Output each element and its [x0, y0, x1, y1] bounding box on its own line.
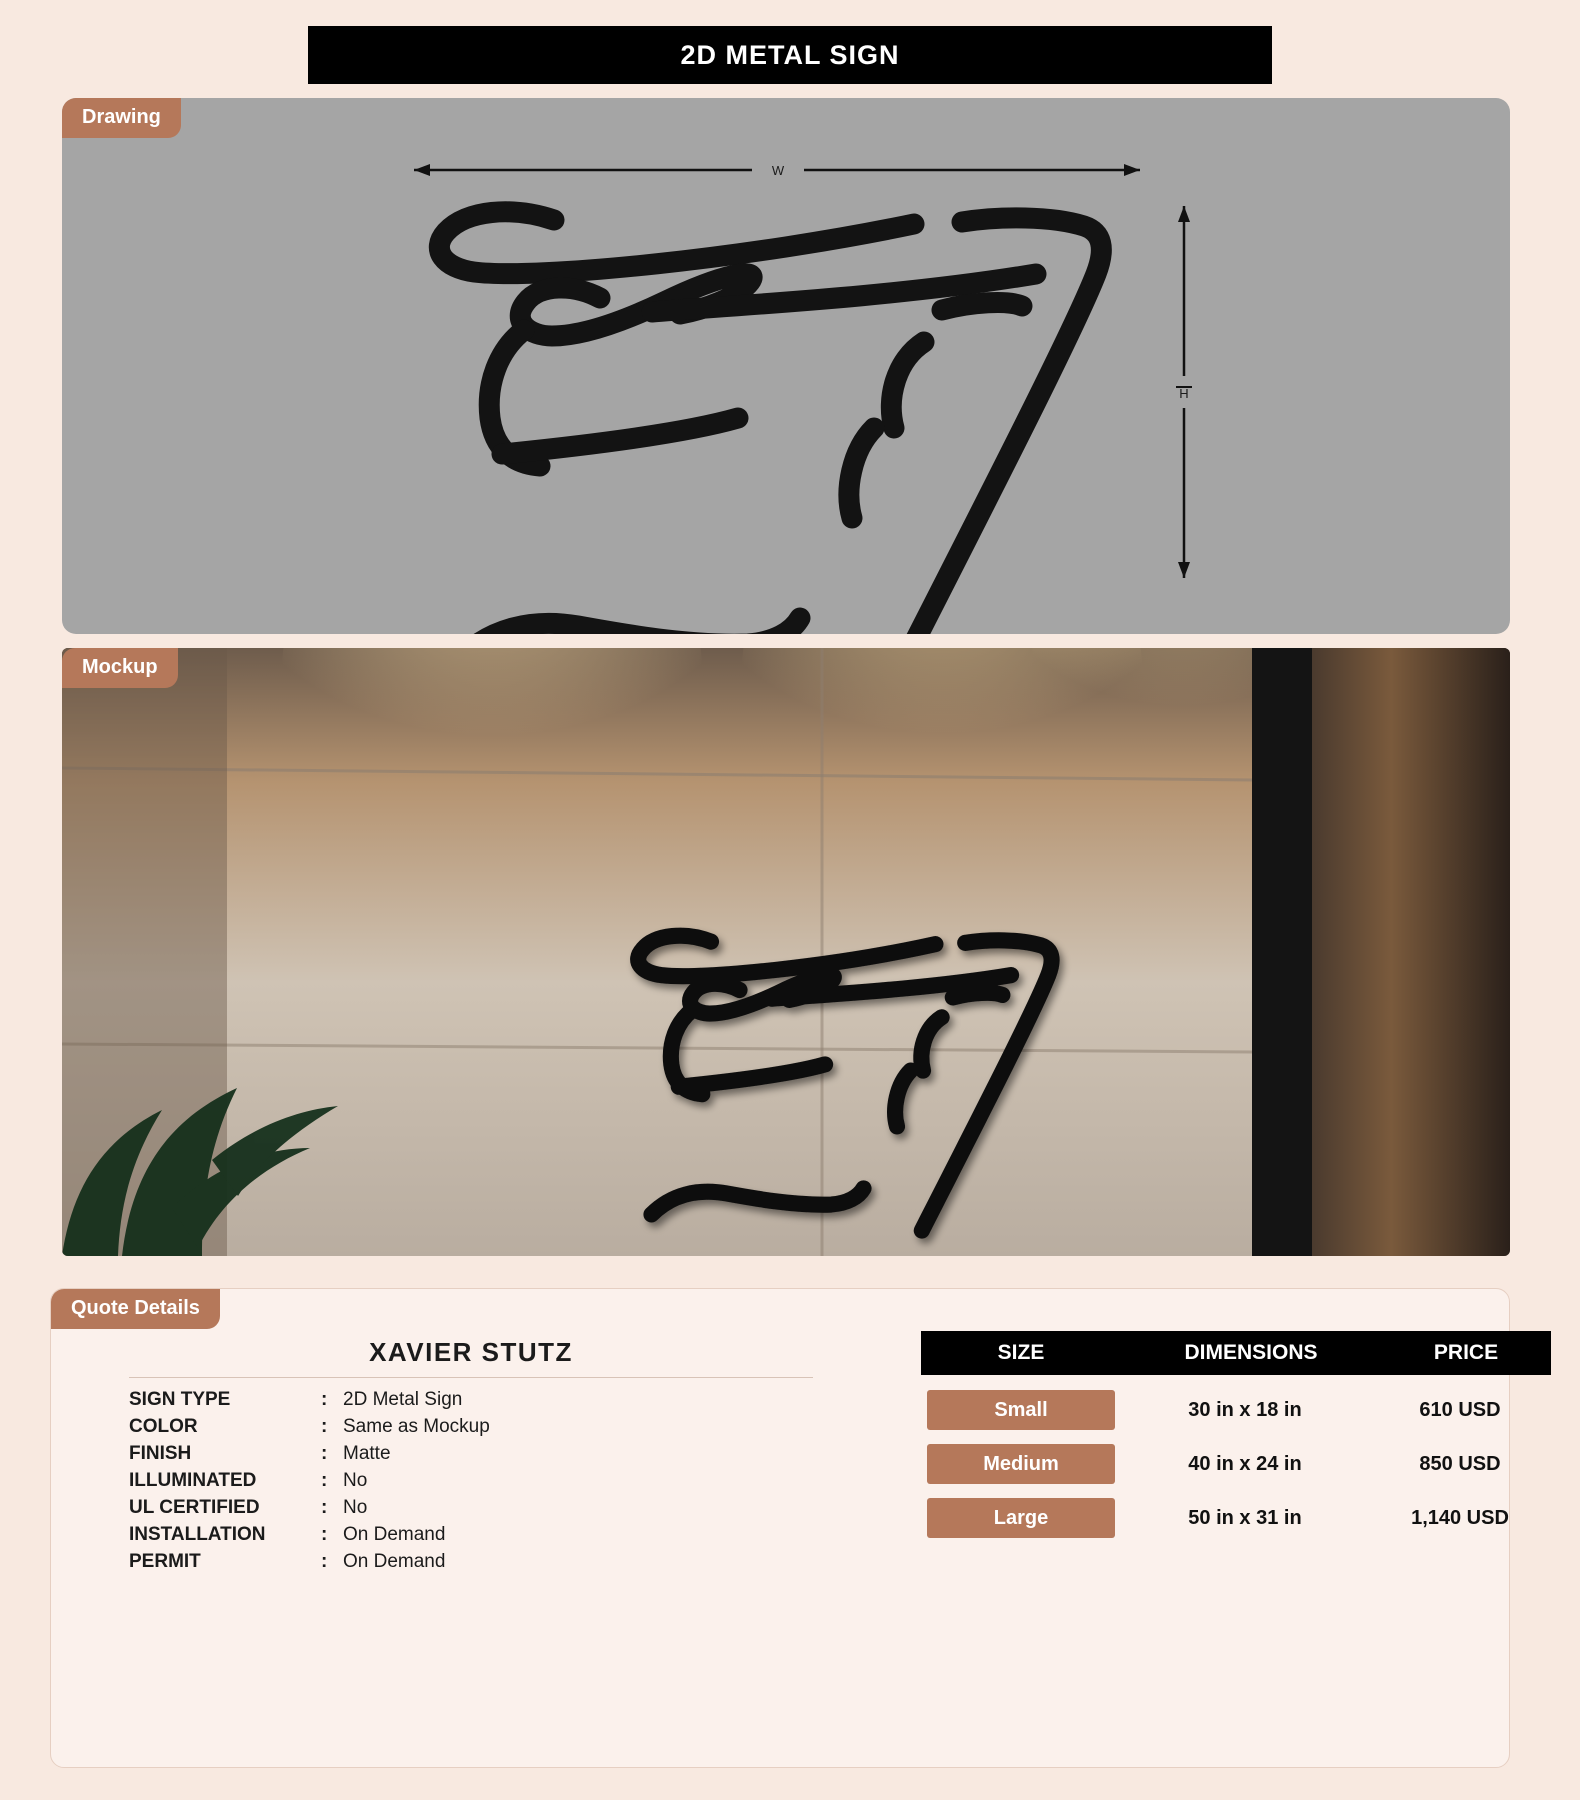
quote-details-tab: Quote Details [51, 1289, 220, 1329]
spec-value: On Demand [343, 1524, 446, 1545]
price-small: 610 USD [1419, 1398, 1501, 1421]
spec-separator: : [321, 1443, 328, 1464]
dimensions-medium: 40 in x 24 in [1188, 1452, 1302, 1475]
spec-label: SIGN TYPE [129, 1389, 231, 1410]
spec-value: Same as Mockup [343, 1416, 490, 1437]
spec-value: On Demand [343, 1551, 446, 1572]
spec-row-installation [129, 1524, 829, 1551]
price-large: 1,140 USD [1411, 1506, 1509, 1529]
spec-label: PERMIT [129, 1551, 201, 1572]
spec-row-color [129, 1416, 829, 1443]
spec-row-sign-type [129, 1389, 829, 1416]
size-badge-small: Small [927, 1390, 1115, 1430]
spec-separator: : [321, 1389, 328, 1410]
price-table [921, 1331, 1551, 1545]
spec-label: ILLUMINATED [129, 1470, 257, 1491]
spec-row-ul-certified [129, 1497, 829, 1524]
client-name: XAVIER STUTZ [369, 1337, 573, 1367]
table-row [921, 1491, 1551, 1545]
column-header-size: SIZE [997, 1341, 1045, 1364]
spec-value: 2D Metal Sign [343, 1389, 463, 1410]
spec-label: INSTALLATION [129, 1524, 266, 1545]
divider [129, 1377, 813, 1378]
spec-label: COLOR [129, 1416, 198, 1437]
spec-value: No [343, 1497, 368, 1518]
spec-label: FINISH [129, 1443, 192, 1464]
spec-separator: : [321, 1524, 328, 1545]
dimensions-large: 50 in x 31 in [1188, 1506, 1302, 1529]
drawing-panel-tab: Drawing [62, 98, 181, 138]
quote-details-panel [50, 1288, 1510, 1768]
spec-label: UL CERTIFIED [129, 1497, 260, 1518]
spec-separator: : [321, 1497, 328, 1518]
spec-list [129, 1389, 829, 1578]
drawing-artwork [62, 98, 1510, 634]
price-table-header [921, 1331, 1551, 1375]
dimensions-small: 30 in x 18 in [1188, 1398, 1302, 1421]
table-row [921, 1383, 1551, 1437]
size-badge-large: Large [927, 1498, 1115, 1538]
table-row [921, 1437, 1551, 1491]
spec-separator: : [321, 1551, 328, 1572]
spec-separator: : [321, 1416, 328, 1437]
width-marker-label: W [771, 163, 785, 178]
height-marker-label: H [1179, 386, 1189, 401]
spec-row-illuminated [129, 1470, 829, 1497]
drawing-panel [62, 98, 1510, 634]
spec-value: No [343, 1470, 368, 1491]
mockup-image [62, 648, 1510, 1256]
column-header-price: PRICE [1433, 1341, 1499, 1364]
spec-row-permit [129, 1551, 829, 1578]
spec-value: Matte [343, 1443, 391, 1464]
signature-artwork [439, 212, 1101, 634]
price-medium: 850 USD [1419, 1452, 1501, 1475]
page-title: 2D METAL SIGN [308, 26, 1272, 84]
size-badge-medium: Medium [927, 1444, 1115, 1484]
mockup-panel-tab: Mockup [62, 648, 178, 688]
mockup-panel [62, 648, 1510, 1256]
spec-row-finish [129, 1443, 829, 1470]
spec-separator: : [321, 1470, 328, 1491]
column-header-dimensions: DIMENSIONS [1184, 1341, 1318, 1364]
